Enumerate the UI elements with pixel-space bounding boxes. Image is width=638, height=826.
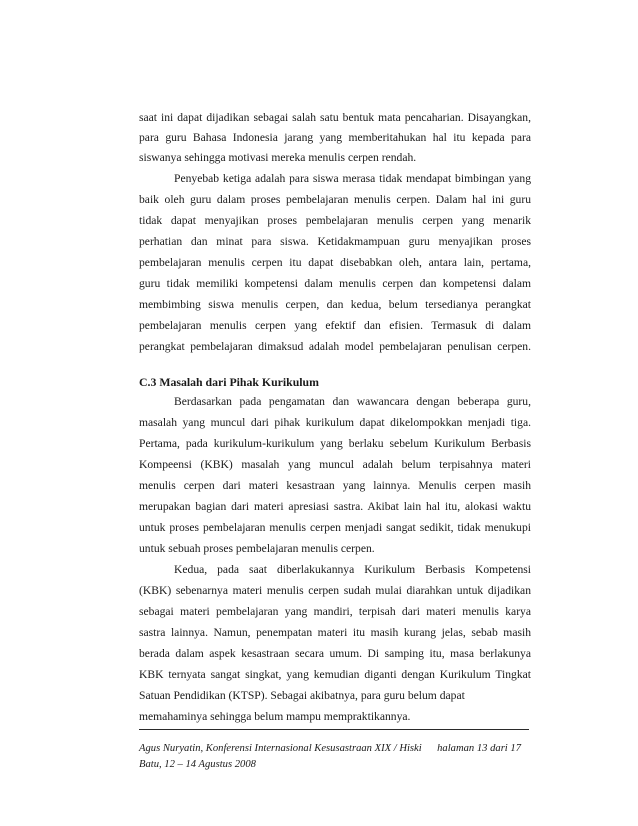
section-heading: C.3 Masalah dari Pihak Kurikulum <box>139 375 319 389</box>
page-footer <box>139 741 531 773</box>
paragraph-line: Penyebab ketiga adalah para siswa merasa tidak mendapat bimbingan yang <box>174 172 531 185</box>
paragraph-line: baik oleh guru dalam proses pembelajaran menulis cerpen. Dalam hal ini guru <box>139 193 531 206</box>
paragraph-line: Kompeensi (KBK) masalah yang muncul adalah belum terpisahnya materi <box>139 458 531 471</box>
paragraph-line: Satuan Pendidikan (KTSP). Sebagai akibatnya, para guru belum dapat <box>139 689 465 702</box>
paragraph-line: masalah yang muncul dari pihak kurikulum dapat dikelompokkan menjadi tiga. <box>139 416 531 429</box>
paragraph-line: pembelajaran menulis cerpen yang efektif dan efisien. Termasuk di dalam <box>139 319 531 332</box>
paragraph-line: para guru Bahasa Indonesia jarang yang memberitahukan hal itu kepada para <box>139 131 531 144</box>
paragraph-line: menulis cerpen dari materi kesastraan yang lainnya. Menulis cerpen masih <box>139 479 531 492</box>
paragraph-line: perangkat pembelajaran dimaksud adalah model pembelajaran penulisan cerpen. <box>139 340 531 353</box>
paragraph-line: (KBK) sebenarnya materi menulis cerpen sudah mulai diarahkan untuk dijadikan <box>139 584 531 597</box>
paragraph-line: KBK ternyata sangat singkat, yang kemudian diganti dengan Kurikulum Tingkat <box>139 668 531 681</box>
paragraph-line: Kedua, pada saat diberlakukannya Kurikulum Berbasis Kompetensi <box>174 563 531 576</box>
paragraph-line: guru tidak memiliki kompetensi dalam menulis cerpen dan kompetensi dalam <box>139 277 531 290</box>
paragraph-line: saat ini dapat dijadikan sebagai salah satu bentuk mata pencaharian. Disayangkan, <box>139 111 531 124</box>
paragraph-line: Berdasarkan pada pengamatan dan wawancara dengan beberapa guru, <box>174 395 531 408</box>
paragraph-line: Pertama, pada kurikulum-kurikulum yang berlaku sebelum Kurikulum Berbasis <box>139 437 531 450</box>
footer-divider <box>139 729 529 730</box>
paragraph-line: siswanya sehingga motivasi mereka menulis cerpen rendah. <box>139 151 417 164</box>
footer-location-date: Batu, 12 – 14 Agustus 2008 <box>139 759 256 770</box>
paragraph-line: untuk proses pembelajaran menulis cerpen menjadi sangat sedikit, tidak menukupi <box>139 521 531 534</box>
paragraph-line: perhatian dan minat para siswa. Ketidakmampuan guru menyajikan proses <box>139 235 531 248</box>
paragraph-line: sastra lainnya. Namun, penempatan materi itu masih kurang jelas, sebab masih <box>139 626 531 639</box>
paragraph-line: membimbing siswa menulis cerpen, dan kedua, belum tersedianya perangkat <box>139 298 531 311</box>
page-number: halaman 13 dari 17 <box>437 743 521 754</box>
paragraph-line: berada dalam aspek kesastraan secara umum. Di samping itu, masa berlakunya <box>139 647 531 660</box>
paragraph-line: sebagai materi pembelajaran yang mandiri, terpisah dari materi menulis karya <box>139 605 531 618</box>
paragraph-line: pembelajaran menulis cerpen itu dapat disebabkan oleh, antara lain, pertama, <box>139 256 531 269</box>
paragraph-line: memahaminya sehingga belum mampu mempraktikannya. <box>139 710 411 723</box>
paragraph-line: merupakan bagian dari materi apresiasi sastra. Akibat lain hal itu, alokasi waktu <box>139 500 531 513</box>
footer-author-conference: Agus Nuryatin, Konferensi Internasional Kesusastraan XIX / Hiski <box>139 743 422 754</box>
paragraph-line: tidak dapat menyajikan proses pembelajaran menulis cerpen yang menarik <box>139 214 531 227</box>
paragraph-line: untuk sebuah proses pembelajaran menulis cerpen. <box>139 542 375 555</box>
